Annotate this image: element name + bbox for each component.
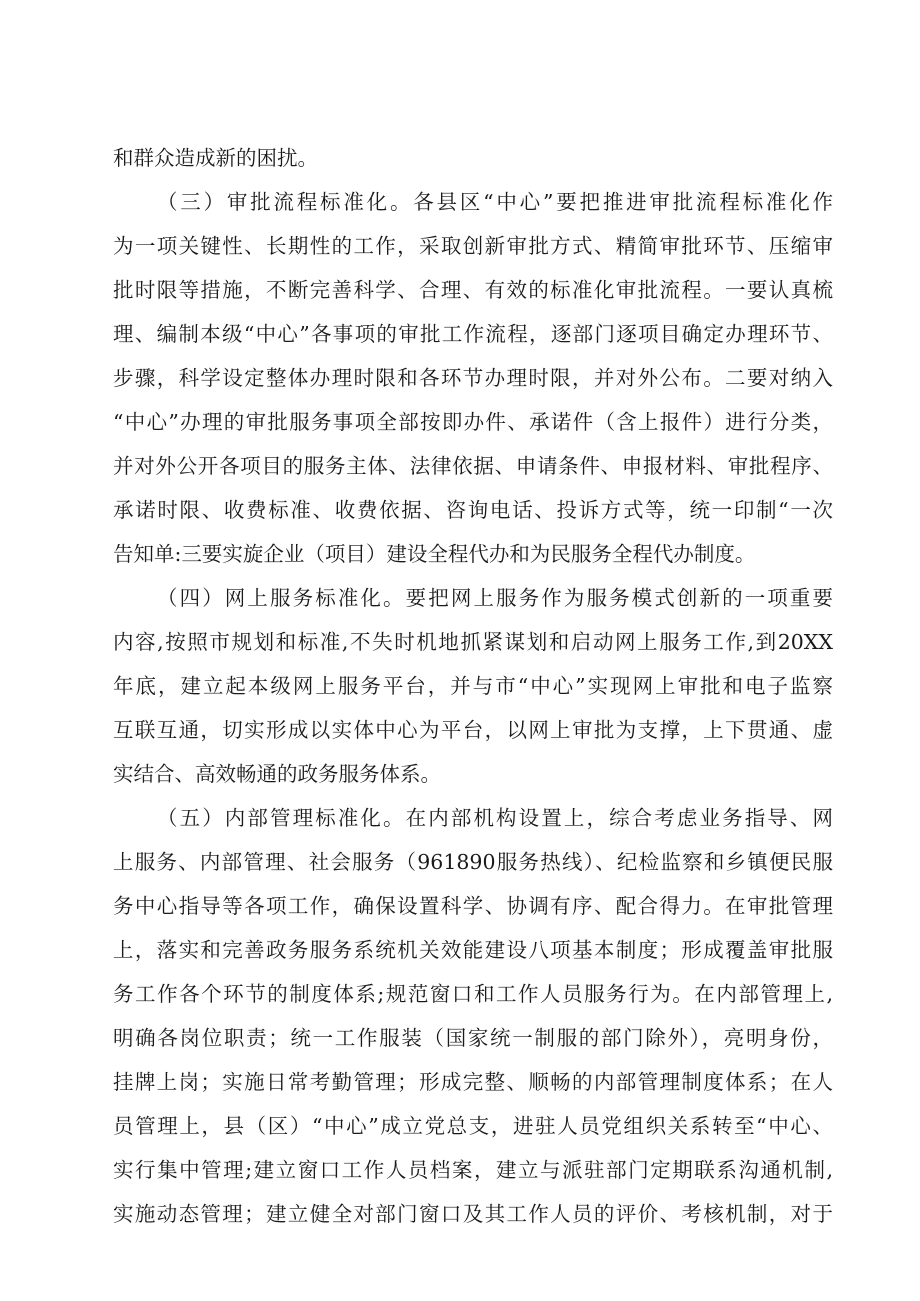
text-line: 互联互通，切实形成以实体中心为平台，以网上审批为支撑，上下贯通、虚 xyxy=(113,718,833,742)
text-line: 实施动态管理；建立健全对部门窗口及其工作人员的评价、考核机制，对于 xyxy=(113,1202,833,1226)
text-line: 为一项关键性、长期性的工作，采取创新审批方式、精简审批环节、压缩审 xyxy=(113,234,833,258)
text-line: 并对外公开各项目的服务主体、法律依据、申请条件、申报材料、审批程序、 xyxy=(113,454,833,478)
text-line: 实结合、高效畅通的政务服务体系。 xyxy=(113,762,441,786)
text-line: 和群众造成新的困扰。 xyxy=(113,146,318,170)
text-line: 明确各岗位职责；统一工作服装（国家统一制服的部门除外），亮明身份， xyxy=(113,1026,833,1050)
paragraph-4-first-line: （四）网上服务标准化。要把网上服务作为服务模式创新的一项重要 xyxy=(157,586,833,610)
text-line: 承诺时限、收费标准、收费依据、咨询电话、投诉方式等，统一印制“一次 xyxy=(113,498,833,522)
text-line: 实行集中管理;建立窗口工作人员档案，建立与派驻部门定期联系沟通机制, xyxy=(113,1158,833,1182)
text-line: 上，落实和完善政务服务系统机关效能建设八项基本制度；形成覆盖审批服 xyxy=(113,938,833,962)
text-line: 步骤，科学设定整体办理时限和各环节办理时限，并对外公布。二要对纳入 xyxy=(113,366,833,390)
text-line: 年底，建立起本级网上服务平台，并与市“中心”实现网上审批和电子监察 xyxy=(113,674,833,698)
text-line: 内容,按照市规划和标准,不失时机地抓紧谋划和启动网上服务工作,到20XX xyxy=(113,630,833,654)
text-line: 理、编制本级“中心”各事项的审批工作流程，逐部门逐项目确定办理环节、 xyxy=(113,322,833,346)
paragraph-5-first-line: （五）内部管理标准化。在内部机构设置上，综合考虑业务指导、网 xyxy=(157,806,833,830)
text-line: 务中心指导等各项工作，确保设置科学、协调有序、配合得力。在审批管理 xyxy=(113,894,833,918)
text-line: 批时限等措施，不断完善科学、合理、有效的标准化审批流程。一要认真梳 xyxy=(113,278,833,302)
text-line: 员管理上，县（区）“中心”成立党总支，进驻人员党组织关系转至“中心、 xyxy=(113,1114,833,1138)
text-line: “中心”办理的审批服务事项全部按即办件、承诺件（含上报件）进行分类， xyxy=(113,410,833,434)
text-line: 挂牌上岗；实施日常考勤管理；形成完整、顺畅的内部管理制度体系；在人 xyxy=(113,1070,833,1094)
text-line: 上服务、内部管理、社会服务（961890服务热线）、纪检监察和乡镇便民服 xyxy=(113,850,833,874)
paragraph-3-first-line: （三）审批流程标准化。各县区“中心”要把推进审批流程标准化作 xyxy=(157,190,833,214)
text-line: 告知单:三要实旋企业（项目）建设全程代办和为民服务全程代办制度。 xyxy=(113,542,756,566)
text-line: 务工作各个环节的制度体系;规范窗口和工作人员服务行为。在内部管理上, xyxy=(113,982,833,1006)
